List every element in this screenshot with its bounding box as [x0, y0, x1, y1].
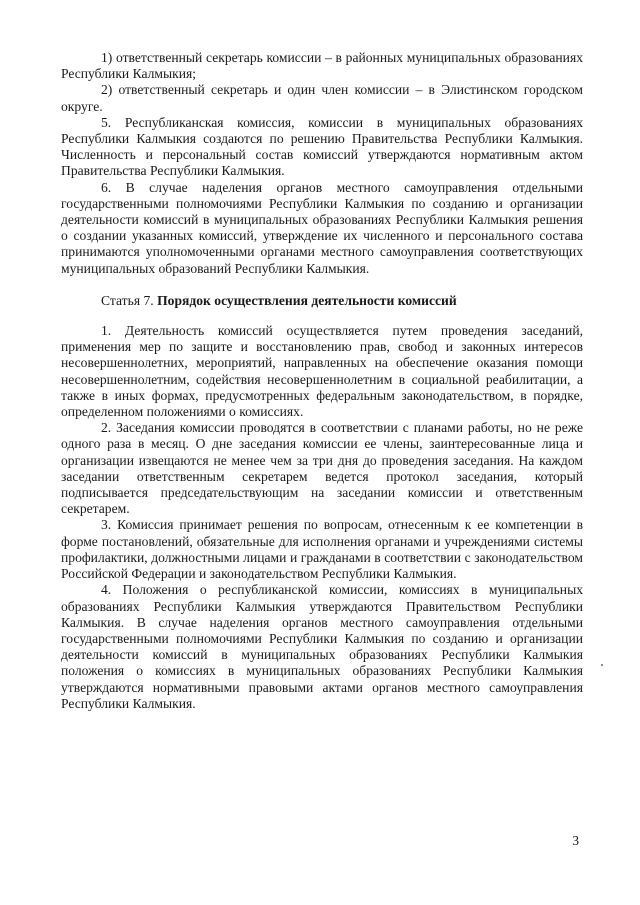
article-number: Статья 7.: [101, 292, 154, 308]
page-number: 3: [572, 833, 579, 848]
paragraph-item-6: 6. В случае наделения органов местного самоуправления отдельными государственными полномочиями Республики Калмыкия по созданию и организации деятельности комиссий в муниципальных образованиях Республики Калмыкия решения о создании указанных комиссий, утверждение их численного и персонального состава принимаются уполномоченными органами местного самоуправления соответствующих муниципальных образований Республики Калмыкия.: [61, 179, 583, 276]
article-paragraph-3: 3. Комиссия принимает решения по вопросам, отнесенным к ее компетенции в форме постановлений, обязательные для исполнения органами и учреждениями системы профилактики, должностными лицами и гражданами в соответствии с законодательством Российской Федерации и законодательством Республики Калмыкия.: [61, 517, 583, 582]
article-heading: [61, 293, 583, 309]
paragraph-item-5: 5. Республиканская комиссия, комиссии в муниципальных образованиях Республики Калмыкия создаются по решению Правительства Республики Калмыкия. Численность и персональный состав комиссий утверждаются нормативным актом Правительства Республики Калмыкия.: [61, 114, 583, 179]
article-paragraph-4: 4. Положения о республиканской комиссии, комиссиях в муниципальных образованиях Республики Калмыкия утверждаются Правительством Республики Калмыкия. В случае наделения органов местного самоуправления отдельными государственными полномочиями Республики Калмыкия по созданию и организации деятельности комиссий в муниципальных образованиях Республики Калмыкия положения о комиссиях в муниципальных образованиях Республики Калмыкия утверждаются нормативными правовыми актами органов местного самоуправления Республики Калмыкия.: [61, 582, 583, 711]
article-paragraph-2: 2. Заседания комиссии проводятся в соответствии с планами работы, но не реже одного раза в месяц. О дне заседания комиссии ее члены, заинтересованные лица и организации извещаются не менее чем за три дня до проведения заседания. На каждом заседании ответственным секретарем ведется протокол заседания, который подписывается председательствующим на заседании комиссии и ответственным секретарем.: [61, 420, 583, 517]
article-title: Порядок осуществления деятельности комиссий: [157, 292, 457, 308]
article-paragraph-1: 1. Деятельность комиссий осуществляется путем проведения заседаний, применения мер по защите и восстановлению прав, свобод и законных интересов несовершеннолетних, мероприятий, направленных на обеспечение оказания помощи несовершеннолетним, содействия несовершеннолетним в социальной реабилитации, а также в иных формах, предусмотренных федеральным законодательством, в порядке, определенном положениями о комиссиях.: [61, 323, 583, 420]
paragraph-clause-2: 2) ответственный секретарь и один член комиссии – в Элистинском городском округе.: [61, 82, 583, 114]
paragraph-clause-1: 1) ответственный секретарь комиссии – в районных муниципальных образованиях Республики Калмыкия;: [61, 50, 583, 82]
document-page: [61, 50, 583, 712]
margin-mark: [601, 664, 603, 666]
